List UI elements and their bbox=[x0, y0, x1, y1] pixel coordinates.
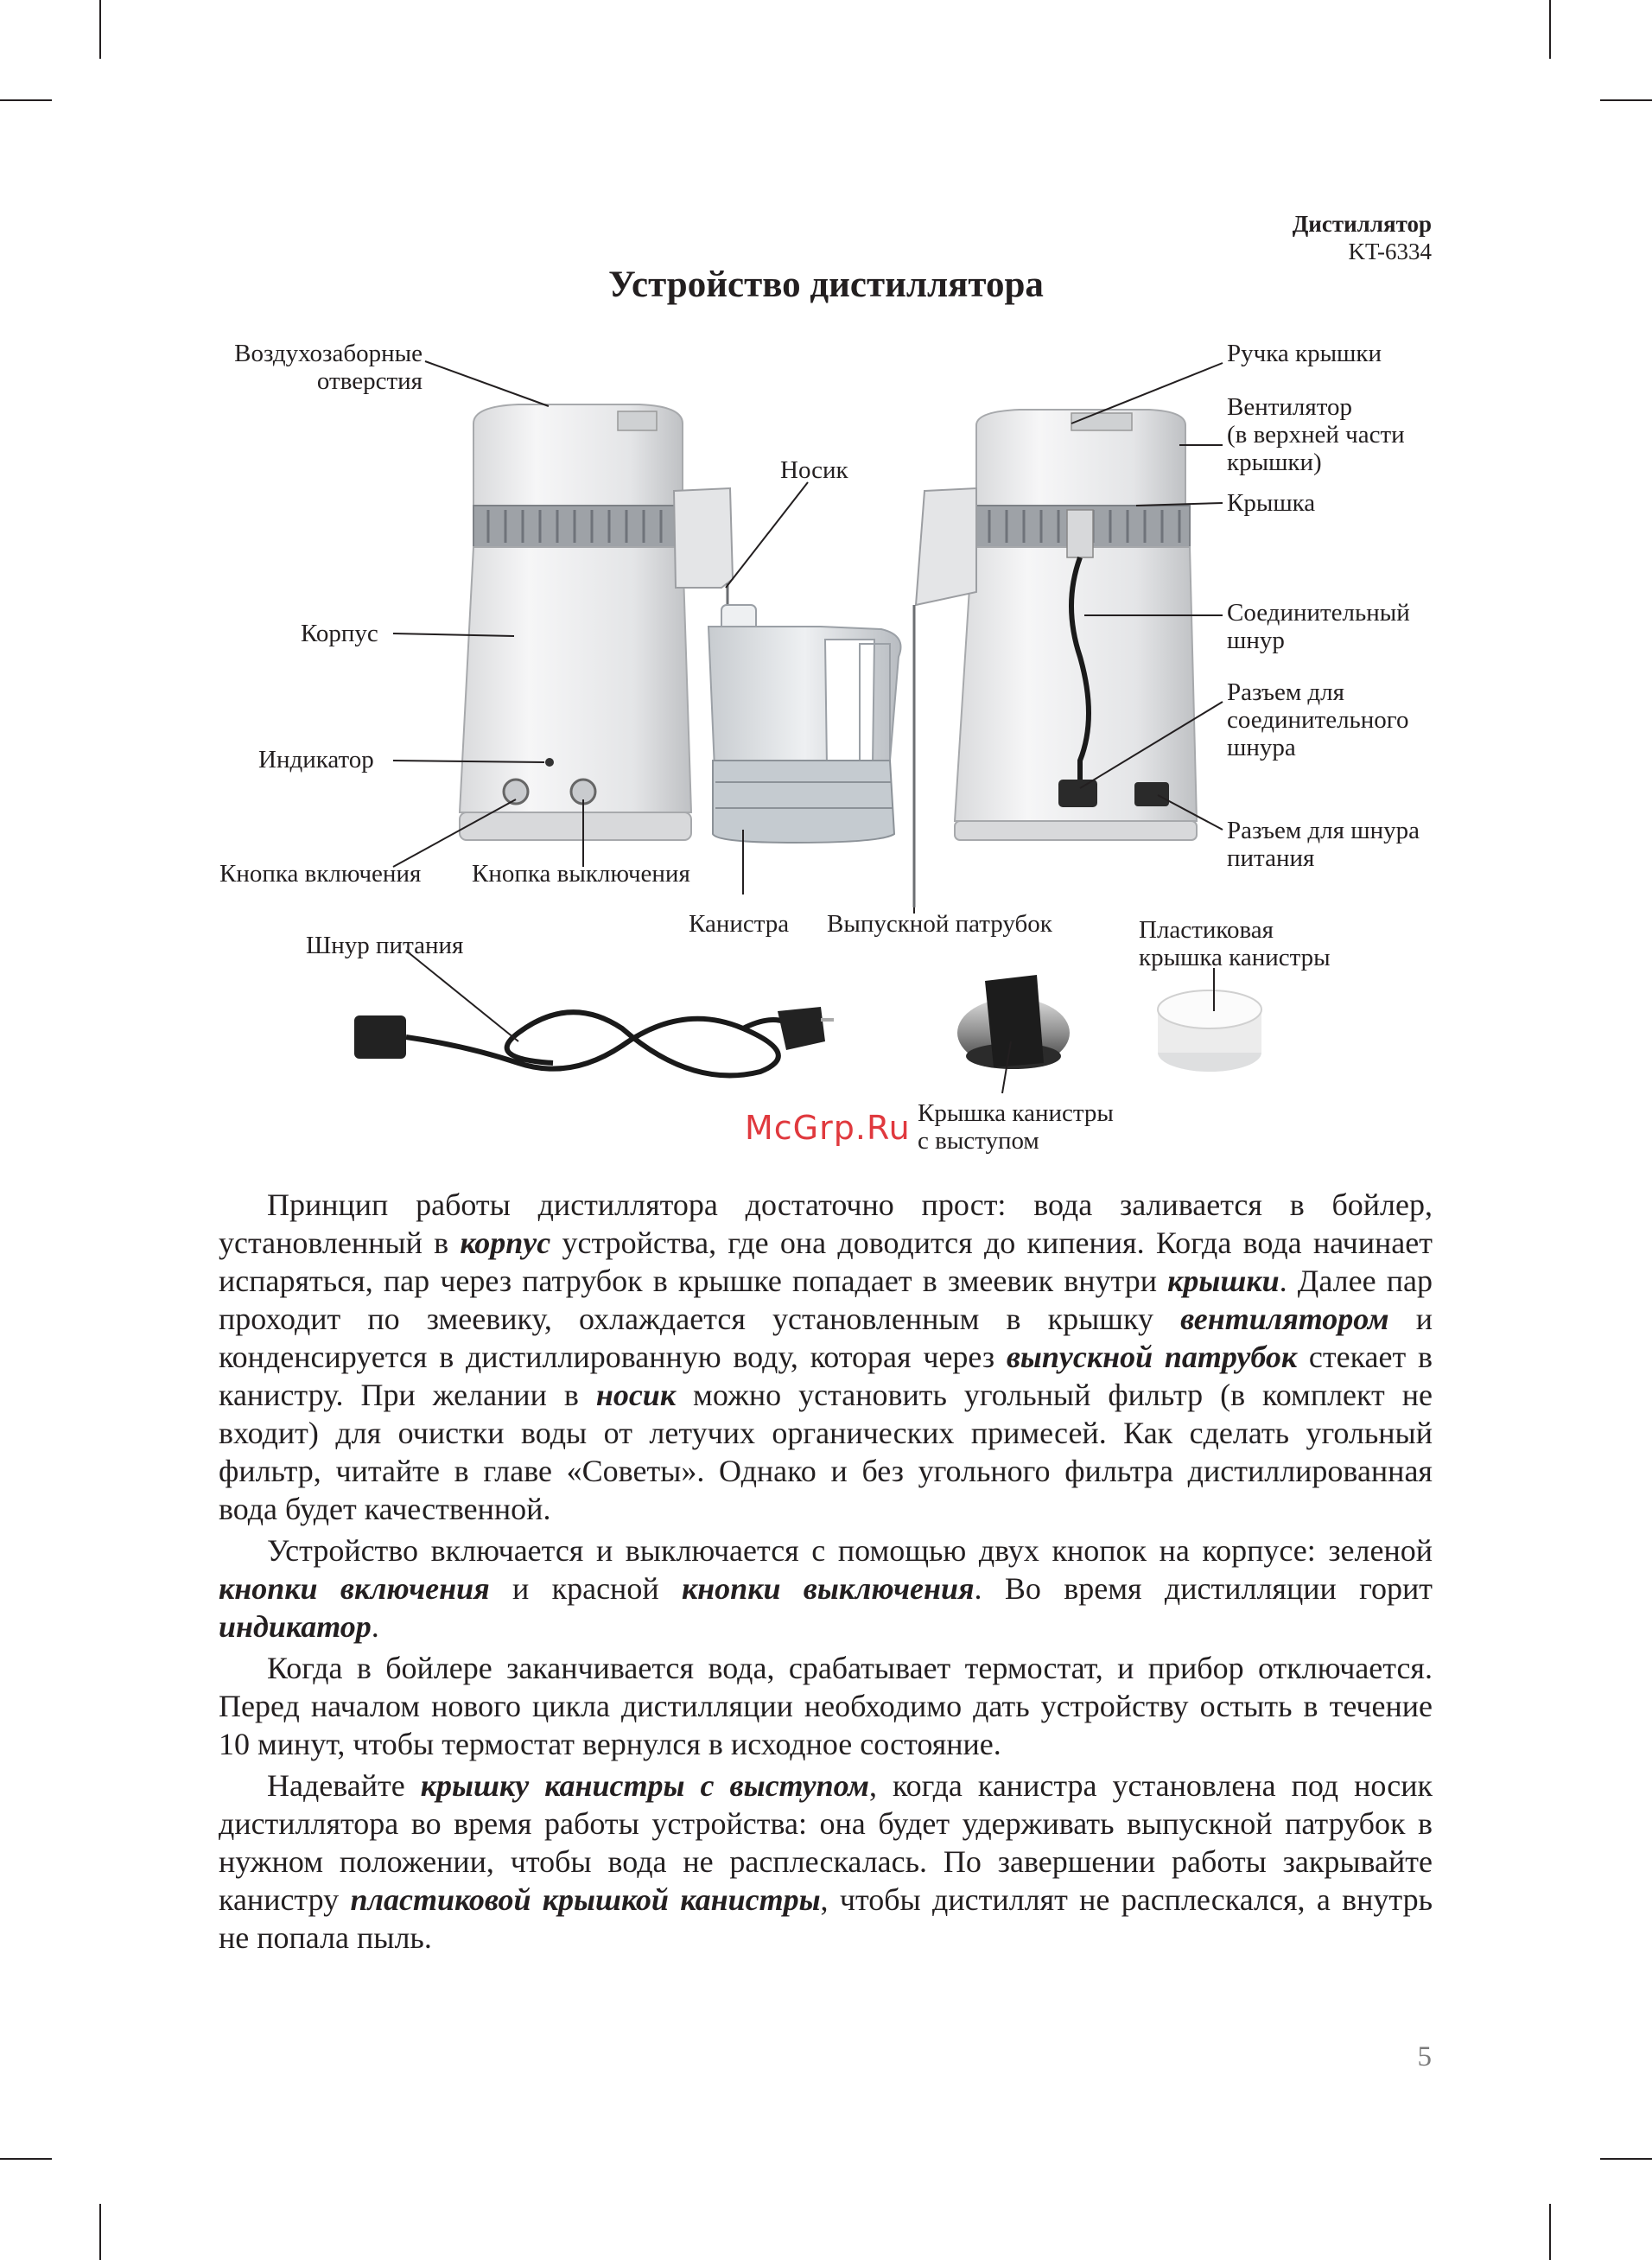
spout-cap-image bbox=[957, 975, 1070, 1069]
label-lid: Крышка bbox=[1227, 489, 1316, 517]
label-connecting-cord bbox=[1227, 599, 1410, 654]
label-power-cord: Шнур питания bbox=[306, 932, 464, 959]
crop-mark bbox=[99, 2204, 101, 2260]
paragraph: Принцип работы дистиллятора достаточно прост: вода заливается в бойлер, установленный в корпус устройства, где она доводится до кипения. Когда вода начинает испаряться, пар через патрубок в крышке попадает в змеевик внутри крышки. Далее пар проходит по змеевику, охлаждается установленным в крышку вентилятором и конденсируется в дистиллированную воду, которая через выпускной патрубок стекает в канистру. При желании в носик можно установить угольный фильтр (в комплект не входит) для очистки воды от летучих органических примесей. Как сделать угольный фильтр, читайте в главе «Советы». Однако и без угольного фильтра дистиллированная вода будет качественной. bbox=[219, 1187, 1433, 1526]
label-fan-line3: крышки) bbox=[1227, 449, 1322, 476]
label-plastic-cap-line1: Пластиковая bbox=[1139, 916, 1274, 944]
paragraph: Устройство включается и выключается с помощью двух кнопок на корпусе: зеленой кнопки включения и красной кнопки выключения. Во время дистилляции горит индикатор. bbox=[219, 1533, 1433, 1644]
plastic-cap-image bbox=[1158, 990, 1261, 1072]
canister bbox=[708, 605, 901, 843]
label-canister: Канистра bbox=[689, 910, 790, 938]
label-plastic-cap bbox=[1139, 916, 1331, 971]
page-number: 5 bbox=[1417, 2041, 1432, 2072]
label-air-intake-line1: Воздухозаборные bbox=[234, 340, 423, 367]
label-spout-cap-line1: Крышка канистры bbox=[918, 1099, 1114, 1127]
emphasis: выпускной патрубок bbox=[1006, 1340, 1298, 1374]
label-cord-socket-line1: Разъем для bbox=[1227, 678, 1344, 706]
label-power-socket-line1: Разъем для шнура bbox=[1227, 817, 1420, 844]
label-lid-handle: Ручка крышки bbox=[1227, 340, 1382, 367]
header-model: KT-6334 bbox=[1348, 239, 1432, 264]
label-air-intake bbox=[234, 340, 423, 395]
emphasis: кнопки выключения bbox=[681, 1571, 975, 1606]
label-power-socket-line2: питания bbox=[1227, 844, 1315, 872]
label-plastic-cap-line2: крышка канистры bbox=[1139, 944, 1331, 971]
body-text bbox=[219, 1186, 1433, 1960]
label-connecting-cord-line2: шнур bbox=[1227, 627, 1285, 654]
label-outlet-pipe: Выпускной патрубок bbox=[827, 910, 1052, 938]
emphasis: крышку канистры с выступом bbox=[420, 1768, 869, 1803]
label-cord-socket bbox=[1227, 678, 1408, 761]
page-title: Устройство дистиллятора bbox=[608, 264, 1044, 305]
label-cord-socket-line2: соединительного bbox=[1227, 706, 1409, 734]
crop-mark bbox=[1549, 2204, 1551, 2260]
emphasis: носик bbox=[595, 1378, 677, 1412]
distiller-front bbox=[460, 404, 733, 840]
header-product: Дистиллятор bbox=[1292, 211, 1432, 237]
label-connecting-cord-line1: Соединительный bbox=[1227, 599, 1410, 627]
emphasis: крышки bbox=[1167, 1264, 1280, 1298]
emphasis: кнопки включения bbox=[219, 1571, 490, 1606]
power-cord-image bbox=[354, 1007, 834, 1075]
label-fan-line2: (в верхней части bbox=[1227, 421, 1405, 449]
emphasis: индикатор bbox=[219, 1609, 372, 1644]
label-cord-socket-line3: шнура bbox=[1227, 734, 1296, 761]
label-fan-line1: Вентилятор bbox=[1227, 393, 1353, 421]
label-spout: Носик bbox=[780, 456, 848, 484]
distiller-back bbox=[914, 410, 1197, 907]
label-body: Корпус bbox=[301, 620, 378, 647]
label-fan bbox=[1227, 393, 1405, 476]
emphasis: пластиковой крышкой канистры bbox=[350, 1882, 821, 1917]
emphasis: вентилятором bbox=[1180, 1302, 1389, 1336]
label-spout-cap-line2: с выступом bbox=[918, 1127, 1039, 1155]
label-indicator: Индикатор bbox=[258, 746, 374, 773]
label-power-socket bbox=[1227, 817, 1420, 872]
emphasis: корпус bbox=[460, 1225, 551, 1260]
paragraph: Когда в бойлере заканчивается вода, срабатывает термостат, и прибор отключается. Перед началом нового цикла дистилляции необходимо дать устройству остыть в течение 10 минут, чтобы термостат вернулся в исходное состояние. bbox=[219, 1651, 1433, 1761]
paragraph: Надевайте крышку канистры с выступом, когда канистра установлена под носик дистиллятора во время работы устройства: она будет удерживать выпускной патрубок в нужном положении, чтобы вода не расплескалась. По завершении работы закрывайте канистру пластиковой крышкой канистры, чтобы дистиллят не расплескался, а внутрь не попала пыль. bbox=[219, 1768, 1433, 1955]
crop-mark bbox=[1600, 2158, 1652, 2160]
crop-mark bbox=[0, 2158, 52, 2160]
label-power-on: Кнопка включения bbox=[219, 860, 422, 888]
watermark: McGrp.Ru bbox=[745, 1109, 911, 1147]
label-air-intake-line2: отверстия bbox=[316, 367, 423, 395]
label-spout-cap bbox=[918, 1099, 1114, 1155]
label-power-off: Кнопка выключения bbox=[472, 860, 690, 888]
